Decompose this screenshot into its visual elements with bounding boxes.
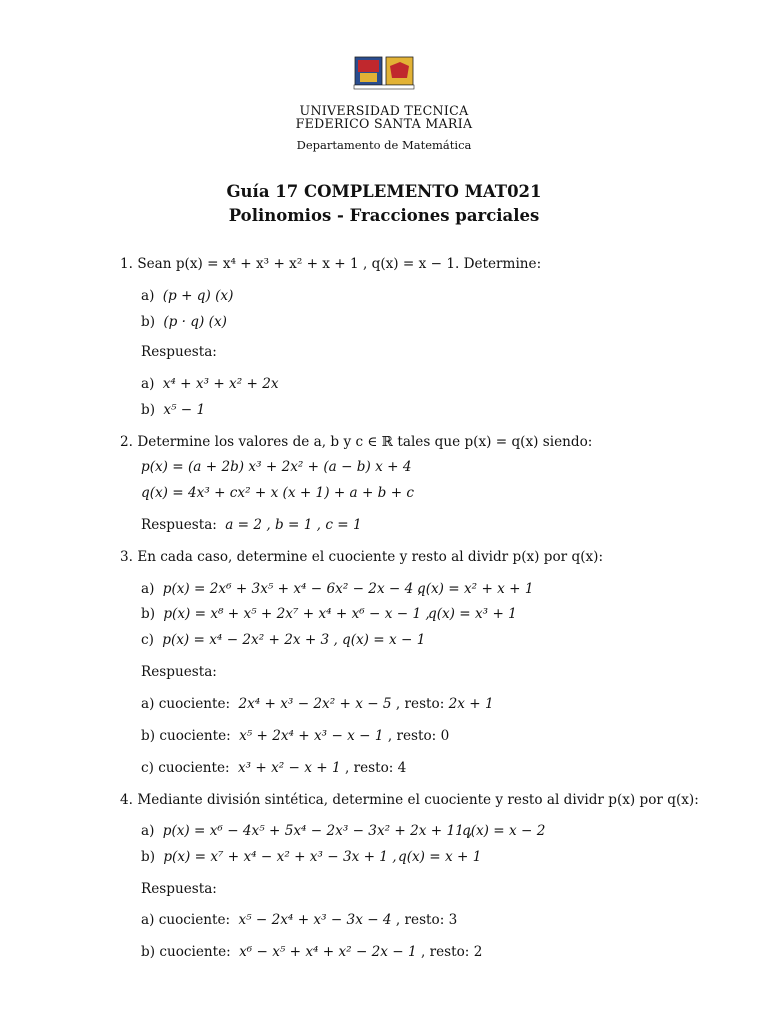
item-label: b) cuociente: [141, 728, 231, 744]
remainder: 4 [397, 760, 407, 776]
question-text: Mediante división sintética, determine el cuociente y resto al dividr p(x) por q(x): [137, 792, 699, 808]
q2-q-definition: q(x) = 4x³ + cx² + x (x + 1) + a + b + c [141, 485, 415, 501]
q1-part-a [141, 288, 233, 304]
q3-part-c [141, 632, 338, 648]
q4-part-b-divisor: q(x) = x + 1 [398, 849, 482, 865]
quotient: x⁵ + 2x⁴ + x³ − x − 1 [239, 728, 384, 744]
question-text: En cada caso, determine el cuociente y resto al dividr p(x) por q(x): [137, 549, 604, 565]
page-subtitle: Polinomios - Fracciones parciales [228, 206, 540, 225]
item-label: b) [141, 314, 156, 330]
remainder: 0 [440, 728, 450, 744]
q4-answer-b [141, 944, 482, 960]
quotient: x⁵ − 2x⁴ + x³ − 3x − 4 [238, 912, 392, 928]
question-number: 2. [120, 434, 133, 450]
q3-answer-b [141, 728, 449, 744]
remainder-label: , resto: [420, 944, 470, 960]
q2-p-definition: p(x) = (a + 2b) x³ + 2x² + (a − b) x + 4 [141, 459, 412, 475]
item-label: a) [141, 581, 155, 597]
question-3 [120, 549, 603, 565]
q3-part-b-divisor: q(x) = x³ + 1 [428, 606, 517, 622]
expression: (p · q) (x) [163, 314, 227, 330]
question-4 [120, 792, 699, 808]
university-name-line2: FEDERICO SANTA MARIA [295, 116, 473, 131]
item-label: c) cuociente: [141, 760, 230, 776]
q3-part-c-divisor: q(x) = x − 1 [342, 632, 426, 648]
expression: p(x) = x⁶ − 4x⁵ + 5x⁴ − 2x³ − 3x² + 2x + 11 , [162, 823, 473, 839]
item-label: a) cuociente: [141, 696, 231, 712]
remainder: 3 [448, 912, 458, 928]
question-2 [120, 434, 592, 450]
item-label: b) cuociente: [141, 944, 231, 960]
question-number: 1. [120, 256, 133, 272]
question-text: Determine los valores de a, b y c ∈ ℝ tales que p(x) = q(x) siendo: [137, 434, 593, 450]
q3-part-a [141, 581, 422, 597]
remainder-label: , resto: [395, 912, 445, 928]
remainder-label: , resto: [387, 728, 437, 744]
q1-answer-heading: Respuesta: [141, 344, 217, 360]
item-label: b) [141, 402, 156, 418]
q3-part-b [141, 606, 430, 622]
q1-answer-b [141, 402, 205, 418]
university-crest-icon [352, 56, 416, 90]
item-label: a) [141, 823, 155, 839]
question-number: 3. [120, 549, 133, 565]
remainder-label: , resto: [344, 760, 394, 776]
question-1 [120, 256, 541, 272]
item-label: a) cuociente: [141, 912, 231, 928]
expression: p(x) = x⁷ + x⁴ − x² + x³ − 3x + 1 , [163, 849, 397, 865]
department-name: Departamento de Matemática [296, 138, 472, 152]
q3-answer-heading: Respuesta: [141, 664, 217, 680]
q4-part-a-divisor: q(x) = x − 2 [462, 823, 546, 839]
item-label: b) [141, 606, 156, 622]
question-number: 4. [120, 792, 133, 808]
remainder-label: , resto: [395, 696, 445, 712]
item-label: a) [141, 376, 155, 392]
q4-part-b [141, 849, 397, 865]
remainder: 2 [473, 944, 483, 960]
expression: (p + q) (x) [162, 288, 234, 304]
q4-answer-a [141, 912, 457, 928]
university-name-line1: UNIVERSIDAD TECNICA [299, 103, 469, 118]
q3-part-a-divisor: q(x) = x² + x + 1 [417, 581, 534, 597]
q1-answer-a [141, 376, 279, 392]
question-text: Sean p(x) = x⁴ + x³ + x² + x + 1 , q(x) = x − 1. Determine: [137, 256, 542, 272]
q3-answer-c [141, 760, 406, 776]
item-label: a) [141, 288, 155, 304]
q2-answer [141, 517, 362, 533]
expression: x⁵ − 1 [163, 402, 206, 418]
q3-answer-a [141, 696, 494, 712]
remainder: 2x + 1 [448, 696, 494, 712]
q1-part-b [141, 314, 227, 330]
expression: p(x) = 2x⁶ + 3x⁵ + x⁴ − 6x² − 2x − 4 , [162, 581, 422, 597]
item-label: c) [141, 632, 154, 648]
page-title: Guía 17 COMPLEMENTO MAT021 [226, 182, 542, 201]
expression: a = 2 , b = 1 , c = 1 [225, 517, 362, 533]
q4-part-a [141, 823, 472, 839]
expression: p(x) = x⁸ + x⁵ + 2x⁷ + x⁴ + x⁶ − x − 1 , [163, 606, 430, 622]
item-label: b) [141, 849, 156, 865]
expression: x⁴ + x³ + x² + 2x [162, 376, 279, 392]
answer-label: Respuesta: [141, 517, 217, 533]
quotient: x⁶ − x⁵ + x⁴ + x² − 2x − 1 [239, 944, 417, 960]
q4-answer-heading: Respuesta: [141, 881, 217, 897]
expression: p(x) = x⁴ − 2x² + 2x + 3 , [162, 632, 338, 648]
quotient: 2x⁴ + x³ − 2x² + x − 5 [238, 696, 392, 712]
quotient: x³ + x² − x + 1 [237, 760, 341, 776]
